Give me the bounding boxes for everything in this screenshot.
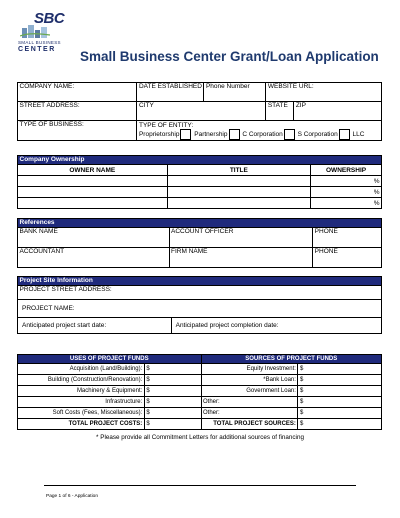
accountant-phone-field[interactable]: PHONE [313, 248, 382, 268]
table-row [18, 176, 382, 187]
table-row [18, 419, 382, 430]
logo-mark: SBC [34, 10, 65, 27]
entity-options [139, 129, 380, 140]
use-amount-input[interactable]: $ [144, 397, 201, 408]
source-label[interactable]: Other: [201, 397, 298, 408]
table-row [18, 187, 382, 198]
references-table [17, 218, 382, 268]
page-footer: Page 1 of 6 - Application [46, 494, 99, 499]
use-label: Building (Construction/Renovation): [18, 375, 145, 386]
entity-partnership-label: Partnership [194, 131, 228, 139]
title-header: TITLE [167, 165, 311, 176]
logo-line1: SMALL BUSINESS [18, 40, 61, 45]
page-title: Small Business Center Grant/Loan Application [80, 49, 379, 64]
ownership-percent-input[interactable]: % [311, 187, 382, 198]
use-label: Soft Costs (Fees, Miscellaneous): [18, 408, 145, 419]
entity-proprietorship-label: Proprietorship [138, 131, 180, 139]
bank-name-field[interactable]: BANK NAME [18, 228, 170, 248]
source-label[interactable]: Other: [201, 408, 298, 419]
entity-llc-label: LLC [352, 131, 365, 139]
proprietorship-checkbox[interactable] [180, 129, 191, 140]
accountant-field[interactable]: ACCOUNTANT [18, 248, 170, 268]
owner-name-input[interactable] [18, 187, 168, 198]
ownership-percent-input[interactable]: % [311, 176, 382, 187]
c-corporation-checkbox[interactable] [284, 129, 295, 140]
source-label: Government Loan: [201, 386, 298, 397]
total-sources-label: TOTAL PROJECT SOURCES: [201, 419, 298, 430]
owner-name-input[interactable] [18, 198, 168, 209]
use-amount-input[interactable]: $ [144, 364, 201, 375]
table-row [18, 364, 382, 375]
project-funds-table [17, 354, 382, 430]
table-row [18, 397, 382, 408]
logo-line2: CENTER [18, 46, 56, 53]
source-amount-input[interactable]: $ [298, 408, 382, 419]
company-info-table [17, 82, 382, 141]
use-label: Acquisition (Land/Building): [18, 364, 145, 375]
firm-name-field[interactable]: FIRM NAME [169, 248, 313, 268]
source-amount-input[interactable]: $ [298, 397, 382, 408]
project-completion-field[interactable]: Anticipated project completion date: [171, 318, 381, 334]
source-amount-input[interactable]: $ [298, 386, 382, 397]
type-of-business-field[interactable]: TYPE OF BUSINESS: [18, 121, 137, 141]
sbc-logo [14, 10, 76, 52]
partnership-checkbox[interactable] [229, 129, 240, 140]
source-label: *Bank Loan: [201, 375, 298, 386]
owner-title-input[interactable] [167, 198, 311, 209]
table-row [18, 198, 382, 209]
entity-s-corp-label: S Corporation [297, 131, 338, 139]
phone-number-field[interactable]: Phone Number [204, 83, 266, 102]
project-name-field[interactable]: PROJECT NAME: [18, 300, 382, 318]
use-amount-input[interactable]: $ [144, 375, 201, 386]
uses-heading: USES OF PROJECT FUNDS [18, 355, 202, 364]
city-field[interactable]: CITY [137, 102, 266, 121]
footer-divider [44, 485, 356, 486]
ownership-header: OWNERSHIP [311, 165, 382, 176]
zip-field[interactable]: ZIP [294, 102, 382, 121]
entity-c-corp-label: C Corporation [242, 131, 283, 139]
references-heading: References [18, 219, 382, 228]
date-established-field[interactable]: DATE ESTABLISHED [137, 83, 204, 102]
table-row [18, 386, 382, 397]
source-label: Equity Investment: [201, 364, 298, 375]
building-icon [20, 22, 50, 38]
total-costs-input[interactable]: $ [144, 419, 201, 430]
use-label: Infrastructure: [18, 397, 145, 408]
street-address-field[interactable]: STREET ADDRESS: [18, 102, 137, 121]
ownership-heading: Company Ownership [18, 156, 382, 165]
use-label: Machinery & Equipment: [18, 386, 145, 397]
website-field[interactable]: WEBSITE URL: [266, 83, 382, 102]
state-field[interactable]: STATE [266, 102, 294, 121]
source-amount-input[interactable]: $ [298, 375, 382, 386]
account-officer-field[interactable]: ACCOUNT OFFICER [169, 228, 313, 248]
owner-title-input[interactable] [167, 187, 311, 198]
owner-name-input[interactable] [18, 176, 168, 187]
sources-heading: SOURCES OF PROJECT FUNDS [201, 355, 382, 364]
s-corporation-checkbox[interactable] [339, 129, 350, 140]
total-sources-input[interactable]: $ [298, 419, 382, 430]
table-row [18, 375, 382, 386]
type-of-entity-label: TYPE OF ENTITY: [138, 122, 194, 129]
ownership-percent-input[interactable]: % [311, 198, 382, 209]
ownership-table [17, 155, 382, 209]
commitment-letters-note: * Please provide all Commitment Letters for additional sources of financing [96, 434, 304, 441]
use-amount-input[interactable]: $ [144, 386, 201, 397]
project-site-table [17, 276, 382, 334]
use-amount-input[interactable]: $ [144, 408, 201, 419]
project-street-field[interactable]: PROJECT STREET ADDRESS: [18, 286, 382, 300]
source-amount-input[interactable]: $ [298, 364, 382, 375]
company-name-field[interactable]: COMPANY NAME: [18, 83, 137, 102]
bank-phone-field[interactable]: PHONE [313, 228, 382, 248]
owner-name-header: OWNER NAME [18, 165, 168, 176]
project-start-field[interactable]: Anticipated project start date: [18, 318, 172, 334]
owner-title-input[interactable] [167, 176, 311, 187]
entity-cell [137, 121, 382, 141]
total-costs-label: TOTAL PROJECT COSTS: [18, 419, 145, 430]
project-site-heading: Project Site Information [18, 277, 382, 286]
table-row [18, 408, 382, 419]
